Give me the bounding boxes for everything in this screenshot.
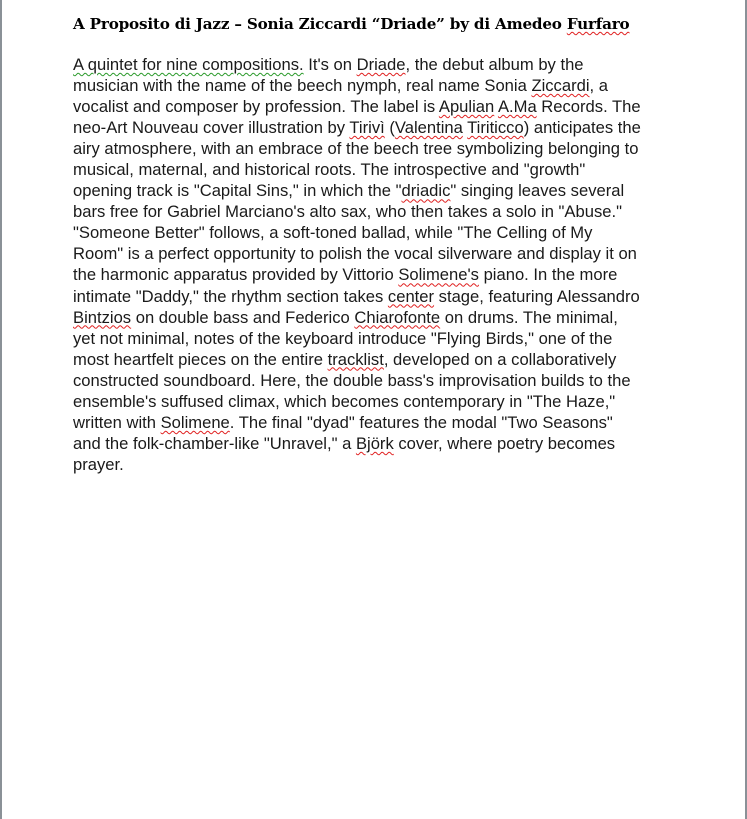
spelling-flagged-word[interactable]: Björk bbox=[355, 433, 394, 453]
grammar-flagged-phrase[interactable]: A quintet for nine compositions. bbox=[73, 55, 304, 74]
spelling-flagged-word[interactable]: Driade bbox=[356, 55, 406, 74]
spelling-flagged-word[interactable]: Apulian bbox=[438, 97, 495, 117]
body-text-run: airy atmosphere, with an embrace of the beech tree symbolizing belonging to bbox=[73, 139, 639, 159]
body-line bbox=[73, 54, 713, 75]
body-text-run: ( bbox=[384, 118, 395, 138]
spelling-flagged-word[interactable]: Solimene bbox=[160, 412, 230, 432]
body-text-run: ) anticipates the bbox=[523, 118, 641, 138]
body-line bbox=[73, 370, 713, 391]
document-title bbox=[73, 0, 713, 35]
body-line bbox=[73, 75, 713, 96]
spelling-flagged-word[interactable]: tracklist bbox=[327, 349, 384, 369]
body-line bbox=[73, 117, 713, 138]
body-text-run: It's on bbox=[303, 55, 357, 74]
body-line bbox=[73, 391, 713, 412]
spelling-flagged-word[interactable]: A.Ma bbox=[497, 97, 537, 117]
body-text-run: piano. In the more bbox=[478, 265, 618, 285]
body-text-run: musical, maternal, and historical roots. The introspective and "growth" bbox=[73, 160, 586, 180]
body-text-run: , a bbox=[589, 76, 608, 96]
body-text-run: vocalist and composer by profession. The label is bbox=[73, 97, 439, 117]
body-text-run: musician with the name of the beech nymph, real name Sonia bbox=[73, 76, 532, 96]
body-text-run: and the folk-chamber-like "Unravel," a bbox=[73, 433, 356, 453]
spelling-flagged-word[interactable]: driadic bbox=[401, 181, 451, 201]
spelling-flagged-word[interactable]: center bbox=[387, 286, 435, 306]
body-line bbox=[73, 433, 713, 454]
body-line bbox=[73, 264, 713, 285]
body-text-run: bars free for Gabriel Marciano's alto sax, who then takes a solo in "Abuse." bbox=[73, 202, 622, 222]
document-page[interactable] bbox=[73, 0, 713, 475]
page-border-left bbox=[0, 0, 2, 819]
body-text-run: most heartfelt pieces on the entire bbox=[73, 349, 328, 369]
body-line bbox=[73, 307, 713, 328]
body-text-run: on double bass and Federico bbox=[131, 307, 355, 327]
spelling-flagged-word[interactable]: Solimene's bbox=[398, 265, 479, 285]
body-line bbox=[73, 222, 713, 243]
body-text-run: prayer. bbox=[73, 454, 124, 474]
body-text-run: opening track is "Capital Sins," in which the " bbox=[73, 181, 402, 201]
body-text-run: neo-Art Nouveau cover illustration by bbox=[73, 118, 350, 138]
spelling-flagged-word[interactable]: Ziccardi bbox=[531, 76, 590, 96]
body-line bbox=[73, 328, 713, 349]
body-line bbox=[73, 286, 713, 307]
spelling-flagged-word[interactable]: Bintzios bbox=[73, 307, 132, 327]
body-text-run: on drums. The minimal, bbox=[440, 307, 618, 327]
body-text-run: "Someone Better" follows, a soft-toned ballad, while "The Celling of My bbox=[73, 223, 593, 243]
body-text-run: yet not minimal, notes of the keyboard introduce "Flying Birds," one of the bbox=[73, 328, 613, 348]
body-line bbox=[73, 138, 713, 159]
body-line bbox=[73, 201, 713, 222]
spelling-flagged-word[interactable]: Furfaro bbox=[566, 15, 630, 33]
spelling-flagged-word[interactable]: Tiriticco bbox=[467, 118, 524, 138]
body-text-run: stage, featuring Alessandro bbox=[434, 286, 640, 306]
body-line bbox=[73, 412, 713, 433]
spelling-flagged-word[interactable]: Chiarofonte bbox=[354, 307, 441, 327]
body-text-run: , the debut album by the bbox=[405, 55, 584, 74]
body-text-run: " singing leaves several bbox=[450, 181, 625, 201]
body-line bbox=[73, 159, 713, 180]
body-text-run: intimate "Daddy," the rhythm section takes bbox=[73, 286, 388, 306]
body-line bbox=[73, 180, 713, 201]
body-line bbox=[73, 349, 713, 370]
body-text-run: ensemble's suffused climax, which becomes contemporary in "The Haze," bbox=[73, 391, 616, 411]
spelling-flagged-word[interactable]: Tirivì bbox=[349, 118, 385, 138]
body-text-run: the harmonic apparatus provided by Vittorio bbox=[73, 265, 399, 285]
document-body[interactable] bbox=[73, 54, 713, 475]
body-text-run: Records. The bbox=[536, 97, 641, 117]
body-text-run: Room" is a perfect opportunity to polish the vocal silverware and display it on bbox=[73, 244, 637, 264]
body-text-run: constructed soundboard. Here, the double bass's improvisation builds to the bbox=[73, 370, 631, 390]
body-text-run: written with bbox=[73, 412, 161, 432]
body-text-run: , developed on a collaboratively bbox=[383, 349, 617, 369]
spelling-flagged-word[interactable]: Valentina bbox=[394, 118, 463, 138]
body-line bbox=[73, 243, 713, 264]
title-text: A Proposito di Jazz – Sonia Ziccardi “Driade” by di Amedeo bbox=[73, 15, 567, 33]
body-line bbox=[73, 96, 713, 117]
body-text-run: . The final "dyad" features the modal "Two Seasons" bbox=[229, 412, 613, 432]
body-text-run: cover, where poetry becomes bbox=[393, 433, 616, 453]
body-line bbox=[73, 454, 713, 475]
